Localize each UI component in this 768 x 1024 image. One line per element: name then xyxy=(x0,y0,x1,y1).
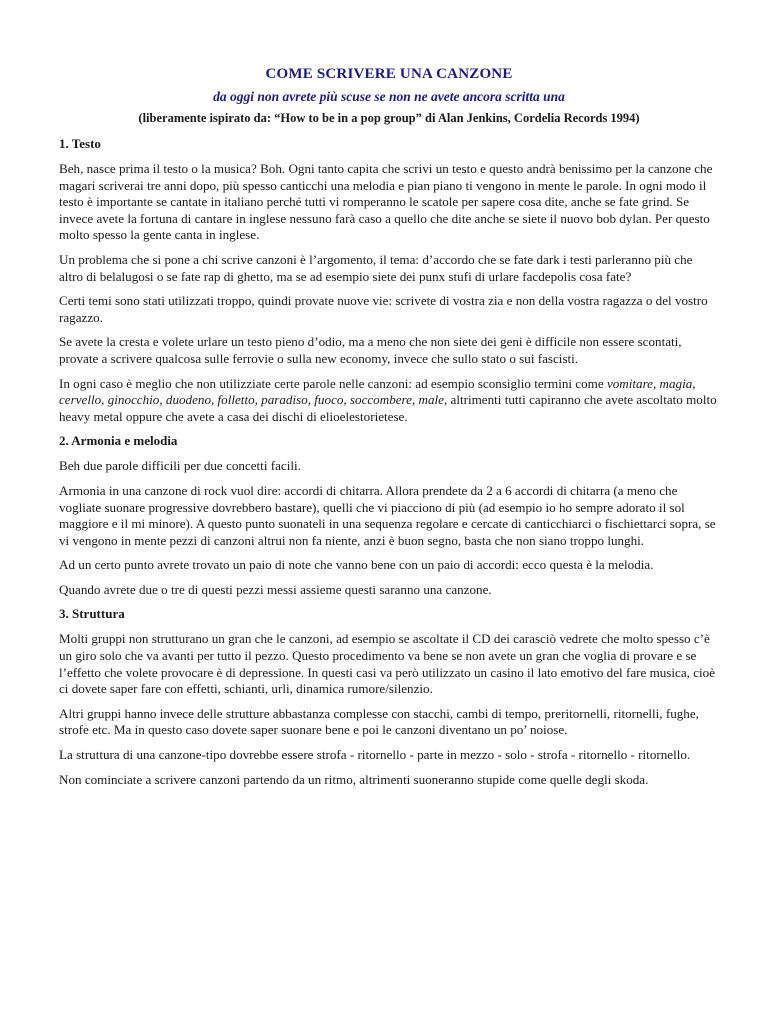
paragraph: Quando avrete due o tre di questi pezzi messi assieme questi saranno una canzone. xyxy=(59,581,492,597)
paragraph: Beh due parole difficili per due concetti facili. xyxy=(59,458,301,474)
document-subtitle: da oggi non avrete più scuse se non ne avete ancora scritta una xyxy=(213,89,565,104)
document-title: COME SCRIVERE UNA CANZONE xyxy=(265,66,513,82)
section-heading-struttura: 3. Struttura xyxy=(59,606,125,622)
italic-word-list: vomitare, magia, cervello, ginocchio, duodeno, folletto, paradiso, fuoco, soccombere, male xyxy=(59,375,696,408)
paragraph-text: , altrimenti tutti capiranno che avete ascoltato molto heavy metal oppure che avete a casa dei dischi di elioelestorietese. xyxy=(59,392,717,424)
paragraph: Certi temi sono stati utilizzati troppo, quindi provate nuove vie: scrivete di vostra zia e non della vostra ragazza o del vostro ragazzo. xyxy=(59,293,708,325)
paragraph: La struttura di una canzone-tipo dovrebbe essere strofa - ritornello - parte in mezzo - solo - strofa - ritornello - ritornello. xyxy=(59,747,691,763)
document-body xyxy=(59,66,719,796)
paragraph-text: In ogni caso è meglio che non utilizziate certe parole nelle canzoni: ad esempio sconsiglio termini come xyxy=(59,375,607,391)
paragraph: Se avete la cresta e volete urlare un testo pieno d’odio, ma a meno che non siete dei geni è difficile non essere scontati, provate a scrivere qualcosa sulle ferrovie o sulla new economy, invece che sullo stato o sui fascisti. xyxy=(59,334,682,366)
paragraph xyxy=(59,376,719,426)
paragraph: Armonia in una canzone di rock vuol dire: accordi di chitarra. Allora prendete da 2 a 6 accordi di chitarra (a meno che vogliate suonare progressive dovrebbero bastare), quelli che vi piacciono di più (ad esempio io ho sempre adorato il sol maggiore e il mi minore). A questo punto suonateli in una sequenza regolare e cercate di canticchiarci o fischiettarci sopra, se vi vengono in mente pezzi di canzoni altrui non fa niente, anzi è buon segno, basta che non siano troppo lunghi. xyxy=(59,482,716,548)
paragraph: Molti gruppi non strutturano un gran che le canzoni, ad esempio se ascoltate il CD dei carasciò vedrete che molto spesso c’è un giro solo che va avanti per tutto il pezzo. Questo procedimento va bene se non avete un gran che voglia di provare e se l’effetto che volete provocare è di depressione. In questi casi va però utilizzato un casino il lato emotivo del fare musica, cioè ci dovete saper fare con effetti, schianti, urli, dinamica rumore/silenzio. xyxy=(59,631,716,697)
paragraph: Ad un certo punto avrete trovato un paio di note che vanno bene con un paio di accordi: ecco questa è la melodia. xyxy=(59,557,654,573)
paragraph: Altri gruppi hanno invece delle strutture abbastanza complesse con stacchi, cambi di tempo, preritornelli, ritornelli, fughe, strofe etc. Ma in questo caso dovete saper suonare bene e poi le canzoni diventano un po’ noiose. xyxy=(59,705,699,738)
paragraph: Un problema che si pone a chi scrive canzoni è l’argomento, il tema: d’accordo che se fate dark i testi parleranno più che altro di belalugosi o se fate rap di ghetto, ma se ad esempio siete dei punx stufi di urlare facdepolis cosa fate? xyxy=(59,251,693,284)
paragraph: Beh, nasce prima il testo o la musica? Boh. Ogni tanto capita che scrivi un testo e questo andrà benissimo per la canzone che magari scriverai tre anni dopo, più spesso canticchi una melodia e pian piano ti vengono in mente le parole. In ogni modo il testo è importante se cantate in italiano perché tutti vi romperanno le scatole per sapere cosa dite, anche se fate grind. Se invece avete la fortuna di cantare in inglese nessuno farà caso a quello che dite anche se siete il nuovo bob dylan. Per questo molto spesso la gente canta in inglese. xyxy=(59,161,713,243)
section-heading-testo: 1. Testo xyxy=(59,136,101,151)
paragraph: Non cominciate a scrivere canzoni partendo da un ritmo, altrimenti suoneranno stupide come quelle degli skoda. xyxy=(59,771,649,787)
document-credit: (liberamente ispirato da: “How to be in a pop group” di Alan Jenkins, Cordelia Records 1994) xyxy=(138,111,640,125)
section-heading-armonia: 2. Armonia e melodia xyxy=(59,433,178,449)
